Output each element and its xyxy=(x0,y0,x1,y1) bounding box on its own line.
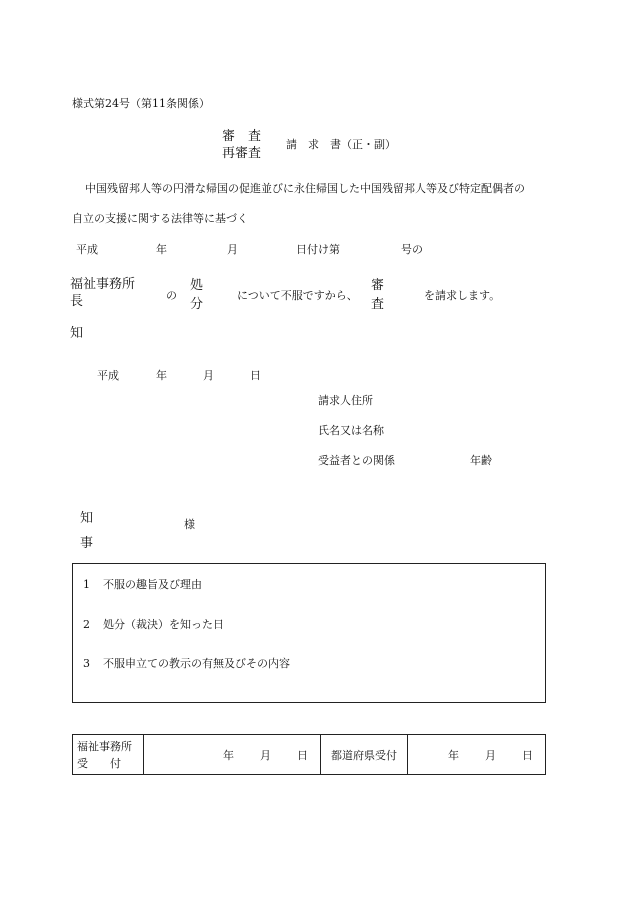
item-2-number: 2 xyxy=(83,618,90,631)
prefecture-receipt-month: 月 xyxy=(485,748,496,762)
item-3-number: 3 xyxy=(83,657,90,670)
request-end-text: を請求します。 xyxy=(424,289,501,302)
sign-date-month: 月 xyxy=(203,369,214,382)
request-char-2: 査 xyxy=(371,297,385,312)
date-line-number: 号の xyxy=(401,243,423,256)
title-type-line2: 再審査 xyxy=(222,146,262,161)
welfare-receipt-label-2: 受 付 xyxy=(77,756,121,770)
date-line-day-ref: 日付け第 xyxy=(296,243,340,256)
prefecture-receipt-date-cell xyxy=(408,735,546,775)
applicant-relation-label: 受益者との関係 xyxy=(318,454,395,467)
law-text-line1: 中国残留邦人等の円滑な帰国の促進並びに永住帰国した中国残留邦人等及び特定配偶者の xyxy=(85,182,525,195)
prefecture-receipt-year: 年 xyxy=(448,748,459,762)
item-1-label: 不服の趣旨及び理由 xyxy=(103,578,202,591)
welfare-receipt-day: 日 xyxy=(297,748,308,762)
authority-chief: 長 xyxy=(70,294,84,309)
addressee-honorific: 様 xyxy=(184,518,195,531)
date-line-year: 年 xyxy=(156,243,167,256)
date-line-month: 月 xyxy=(227,243,238,256)
addressee-char-2: 事 xyxy=(80,536,94,551)
action-char-1: 処 xyxy=(190,278,204,293)
prefecture-receipt-label: 都道府県受付 xyxy=(331,748,397,762)
prefecture-receipt-label-cell xyxy=(321,735,408,775)
welfare-receipt-month: 月 xyxy=(260,748,271,762)
authority-welfare-office: 福祉事務所 xyxy=(70,277,136,292)
action-char-2: 分 xyxy=(190,297,204,312)
date-line-era: 平成 xyxy=(76,243,98,256)
reasons-box xyxy=(72,563,546,703)
applicant-age-label: 年齢 xyxy=(470,454,492,467)
request-char-1: 審 xyxy=(371,278,385,293)
addressee-char-1: 知 xyxy=(80,511,94,526)
welfare-receipt-label-1: 福祉事務所 xyxy=(77,739,132,753)
sign-date-year: 年 xyxy=(156,369,167,382)
law-text-line2: 自立の支援に関する法律等に基づく xyxy=(72,212,248,225)
applicant-address-label: 請求人住所 xyxy=(318,394,373,407)
welfare-receipt-date-cell xyxy=(144,735,321,775)
sign-date-day: 日 xyxy=(250,369,261,382)
form-number: 様式第24号（第11条関係） xyxy=(72,97,210,110)
authority-governor: 知 xyxy=(70,326,84,341)
welfare-receipt-label-cell xyxy=(73,735,144,775)
item-1-number: 1 xyxy=(83,578,90,591)
request-middle-text: について不服ですから、 xyxy=(237,289,358,302)
title-suffix: 請 求 書（正・副） xyxy=(286,138,396,151)
receipt-table xyxy=(72,734,546,775)
applicant-name-label: 氏名又は名称 xyxy=(318,424,384,437)
request-particle: の xyxy=(166,289,177,302)
item-2-label: 処分（裁決）を知った日 xyxy=(103,618,224,631)
item-3-label: 不服申立ての教示の有無及びその内容 xyxy=(103,657,290,670)
prefecture-receipt-day: 日 xyxy=(522,748,533,762)
title-type-line1: 審 査 xyxy=(222,129,262,144)
sign-date-era: 平成 xyxy=(97,369,119,382)
welfare-receipt-year: 年 xyxy=(223,748,234,762)
